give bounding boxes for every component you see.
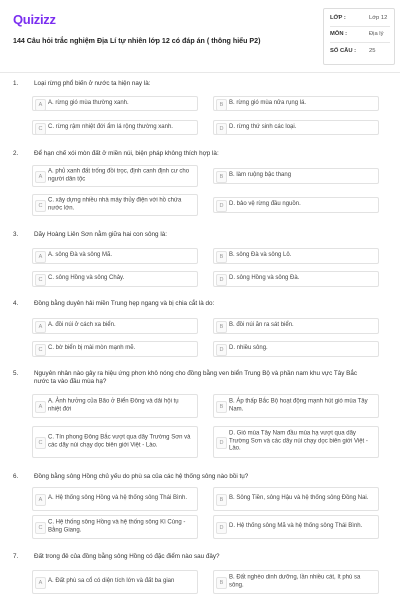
option-letter: A (35, 251, 46, 263)
meta-row-class (330, 15, 390, 27)
question-number: 3. (13, 231, 19, 238)
option-letter: C (35, 344, 46, 356)
option-letter: B (216, 494, 227, 506)
option-text: D. sông Hồng và sông Đà. (229, 275, 300, 282)
option-text: C. xây dựng nhiều nhà máy thủy điện với hồ chứa nước lớn. (48, 197, 182, 211)
answer-option-a[interactable] (32, 248, 198, 264)
answer-option-c[interactable] (32, 515, 198, 539)
option-text: D. rừng thứ sinh các loại. (229, 123, 297, 130)
option-text: D. Gió mùa Tây Nam đầu mùa hạ vượt qua dãy Trường Sơn và các dãy núi chạy dọc biên giới Việt - Lào. (229, 430, 368, 452)
option-letter: A (35, 401, 46, 413)
option-letter: A (35, 99, 46, 111)
option-letter: B (216, 251, 227, 263)
question-number: 4. (13, 300, 19, 307)
question-number: 7. (13, 553, 19, 560)
answer-option-a[interactable] (32, 394, 198, 418)
option-letter: B (216, 577, 227, 589)
option-letter: B (216, 171, 227, 183)
answer-option-a[interactable] (32, 487, 198, 511)
option-text: A. Hệ thống sông Hồng và hệ thống sông Thái Bình. (48, 495, 187, 502)
option-text: A. đồi núi ở cách xa biển. (48, 322, 116, 329)
option-letter: D (216, 123, 227, 135)
option-text: B. làm ruộng bậc thang (229, 172, 292, 179)
option-text: B. Đất nghèo dinh dưỡng, lần nhiều cát, ít phù sa sông. (229, 574, 361, 588)
question-text: Để hạn chế xói mòn đất ở miền núi, biện pháp không thích hợp là: (34, 150, 219, 157)
question-number: 5. (13, 370, 19, 377)
option-letter: D (216, 522, 227, 534)
option-text: A. Đất phù sa cổ có diện tích lớn và đất ba gian (48, 578, 175, 585)
option-text: D. nhiều sông. (229, 345, 268, 352)
meta-value: 25 (369, 48, 376, 54)
option-letter: D (216, 274, 227, 286)
answer-option-b[interactable] (213, 248, 379, 264)
option-letter: A (35, 577, 46, 589)
quizizz-logo (13, 12, 56, 27)
answer-option-c[interactable] (32, 271, 198, 287)
option-text: C. rừng rậm nhiệt đới ẩm lá rộng thường xanh. (48, 123, 173, 130)
answer-option-b[interactable] (213, 394, 379, 418)
question-text: Nguyên nhân nào gây ra hiệu ứng phơn khô nóng cho đồng bằng ven biển Trung Bộ và phần nam khu vực Tây Bắc nước ta vào đầu mùa hạ? (34, 370, 357, 385)
worksheet-title: 144 Câu hỏi trắc nghiệm Địa Lí tự nhiên lớp 12 có đáp án ( thông hiểu P2) (13, 37, 261, 45)
option-text: A. sông Đà và sông Mã. (48, 252, 113, 259)
answer-option-b[interactable] (213, 318, 379, 334)
answer-option-a[interactable] (32, 570, 198, 594)
question-text: Dãy Hoàng Liên Sơn nằm giữa hai con sông là: (34, 231, 167, 238)
option-letter: A (35, 321, 46, 333)
answer-option-a[interactable] (32, 96, 198, 111)
answer-option-b[interactable] (213, 96, 379, 111)
question-number: 6. (13, 473, 19, 480)
option-letter: D (216, 344, 227, 356)
answer-option-c[interactable] (32, 194, 198, 216)
question-text: Đồng bằng duyên hải miền Trung hẹp ngang và bị chia cắt là do: (34, 300, 215, 307)
answer-option-b[interactable] (213, 168, 379, 184)
option-letter: C (35, 274, 46, 286)
option-text: B. Áp thấp Bắc Bộ hoạt động mạnh hút gió mùa Tây Nam. (229, 398, 368, 412)
meta-key: MÔN : (330, 31, 348, 37)
question-text: Đất trong đê của đồng bằng sông Hồng có đặc điểm nào sau đây? (34, 553, 220, 560)
meta-value: Địa lý (369, 31, 384, 37)
option-letter: B (216, 321, 227, 333)
option-letter: C (35, 123, 46, 135)
answer-option-d[interactable] (213, 426, 379, 458)
option-letter: C (35, 200, 46, 212)
option-letter: C (35, 522, 46, 534)
option-text: B. Sông Tiền, sông Hậu và hệ thống sông Đồng Nai. (229, 495, 369, 502)
option-letter: A (35, 171, 46, 183)
option-letter: D (216, 437, 227, 449)
answer-option-c[interactable] (32, 426, 198, 458)
question-number: 1. (13, 80, 19, 87)
answer-option-d[interactable] (213, 341, 379, 357)
answer-option-d[interactable] (213, 197, 379, 213)
question-text: Loại rừng phổ biến ở nước ta hiện nay là: (34, 80, 151, 87)
worksheet-header (3, 4, 395, 62)
meta-row-count (330, 48, 390, 60)
answer-option-a[interactable] (32, 318, 198, 334)
option-letter: B (216, 99, 227, 111)
option-letter: B (216, 401, 227, 413)
option-text: B. sông Đà và sông Lô. (229, 252, 292, 259)
brand-name: Quizizz (13, 12, 56, 27)
option-text: B. rừng gió mùa nửa rụng lá. (229, 99, 307, 106)
option-text: C. Tín phong Đông Bắc vượt qua dãy Trường Sơn và các dãy núi chạy dọc biên giới Việt - Lào. (48, 434, 191, 448)
answer-option-d[interactable] (213, 515, 379, 539)
question-number: 2. (13, 150, 19, 157)
header-divider (0, 72, 400, 73)
answer-option-d[interactable] (213, 271, 379, 287)
meta-key: LỚP : (330, 15, 346, 21)
answer-option-d[interactable] (213, 120, 379, 135)
option-text: D. bảo vệ rừng đầu nguồn. (229, 201, 301, 208)
option-text: A. rừng gió mùa thường xanh. (48, 99, 129, 106)
answer-option-a[interactable] (32, 165, 198, 187)
option-text: C. Hệ thống sông Hồng và hệ thống sông Kì Cùng - Bằng Giang. (48, 519, 186, 533)
option-text: C. bờ biển bị mài mòn mạnh mẽ. (48, 345, 136, 352)
option-text: A. Ảnh hưởng của Bão ở Biển Đông và dải hội tụ nhiệt đới (48, 398, 179, 412)
option-letter: A (35, 494, 46, 506)
option-text: C. sông Hồng và sông Chảy. (48, 275, 125, 282)
answer-option-b[interactable] (213, 487, 379, 511)
option-letter: D (216, 200, 227, 212)
meta-key: SỐ CÂU : (330, 48, 357, 54)
answer-option-b[interactable] (213, 570, 379, 594)
option-text: A. phủ xanh đất trống đồi trọc, định canh định cư cho người dân tộc (48, 168, 190, 182)
option-text: B. đồi núi ăn ra sát biển. (229, 322, 294, 329)
answer-option-c[interactable] (32, 120, 198, 135)
worksheet-meta-box (323, 8, 395, 65)
question-text: Đồng bằng sông Hồng chủ yếu do phù sa của các hệ thống sông nào bồi tụ? (34, 473, 249, 480)
option-text: D. Hệ thống sông Mã và hệ thống sông Thái Bình. (229, 523, 363, 530)
meta-row-subject (330, 31, 390, 43)
answer-option-c[interactable] (32, 341, 198, 357)
meta-value: Lớp 12 (369, 15, 388, 21)
option-letter: C (35, 437, 46, 449)
